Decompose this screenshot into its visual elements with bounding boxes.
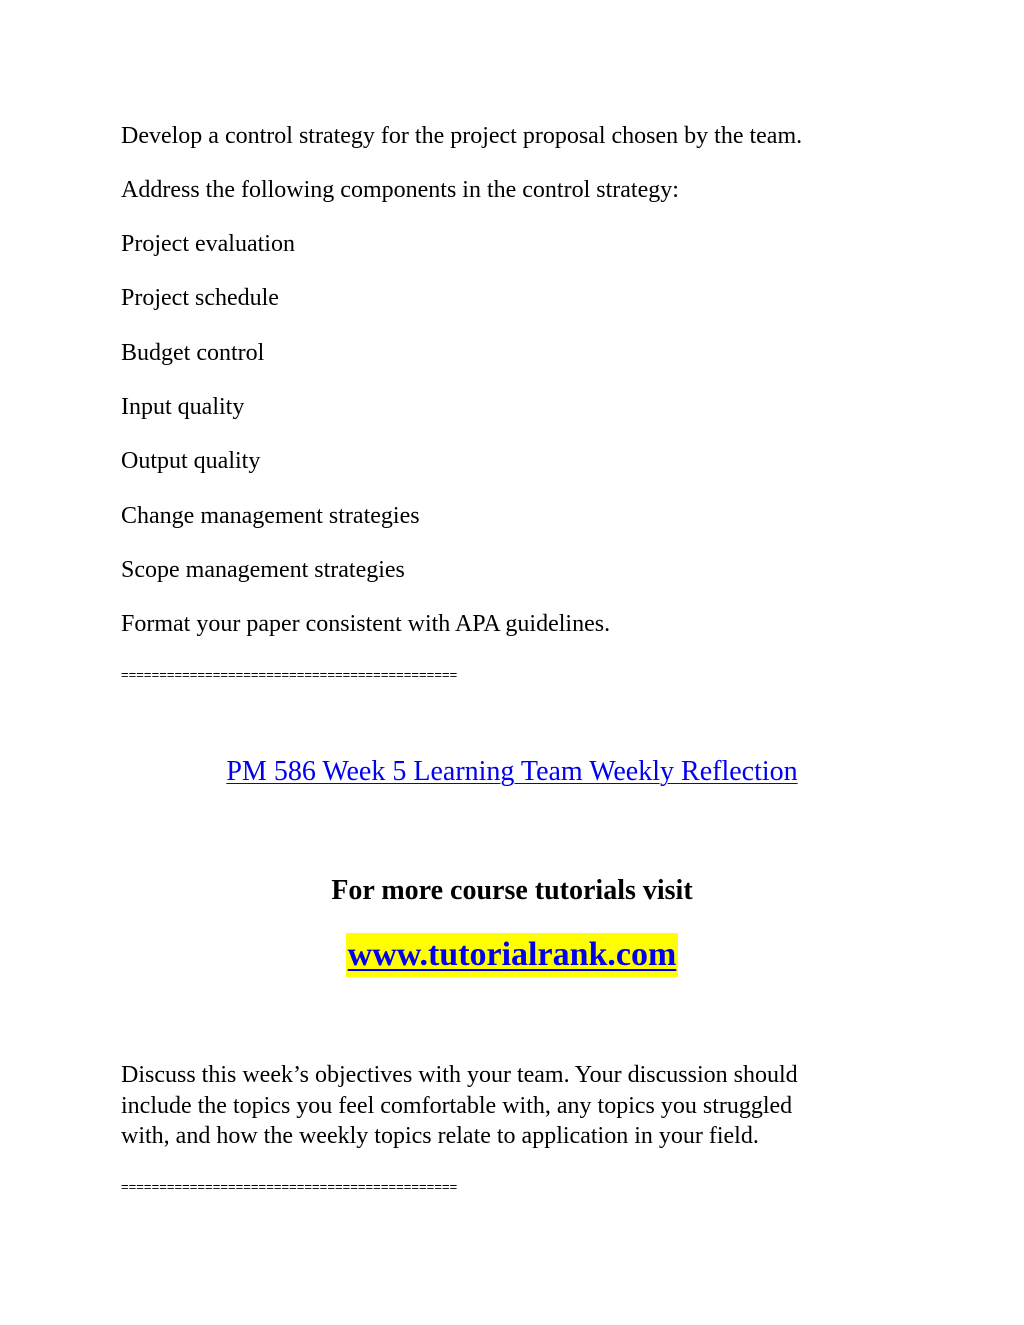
tutorial-site-link[interactable]: www.tutorialrank.com	[346, 933, 679, 977]
separator-top: ============================================	[121, 667, 458, 682]
components-intro: Address the following components in the control strategy:	[121, 177, 679, 203]
component-item: Project schedule	[121, 285, 279, 311]
paragraph-line: with, and how the weekly topics relate to application in your field.	[121, 1123, 759, 1149]
format-note: Format your paper consistent with APA guidelines.	[121, 611, 611, 637]
component-item: Budget control	[121, 340, 265, 366]
component-item: Project evaluation	[121, 231, 295, 257]
paragraph-line: include the topics you feel comfortable with, any topics you struggled	[121, 1092, 793, 1119]
promo-link-row	[0, 933, 1024, 977]
paragraph-line: Discuss this week’s objectives with your team. Your discussion should	[121, 1062, 798, 1088]
separator-bottom: ============================================	[121, 1179, 458, 1194]
component-item: Input quality	[121, 394, 245, 420]
component-item: Scope management strategies	[121, 557, 405, 583]
next-assignment-row	[0, 754, 1024, 790]
promo-heading: For more course tutorials visit	[331, 875, 693, 906]
reflection-paragraph	[121, 1060, 901, 1152]
component-item: Change management strategies	[121, 503, 420, 529]
promo-heading-row	[0, 873, 1024, 909]
component-item: Output quality	[121, 448, 261, 474]
assignment-title-link[interactable]: PM 586 Week 5 Learning Team Weekly Reflection	[226, 756, 798, 787]
task-statement: Develop a control strategy for the project proposal chosen by the team.	[121, 123, 803, 149]
